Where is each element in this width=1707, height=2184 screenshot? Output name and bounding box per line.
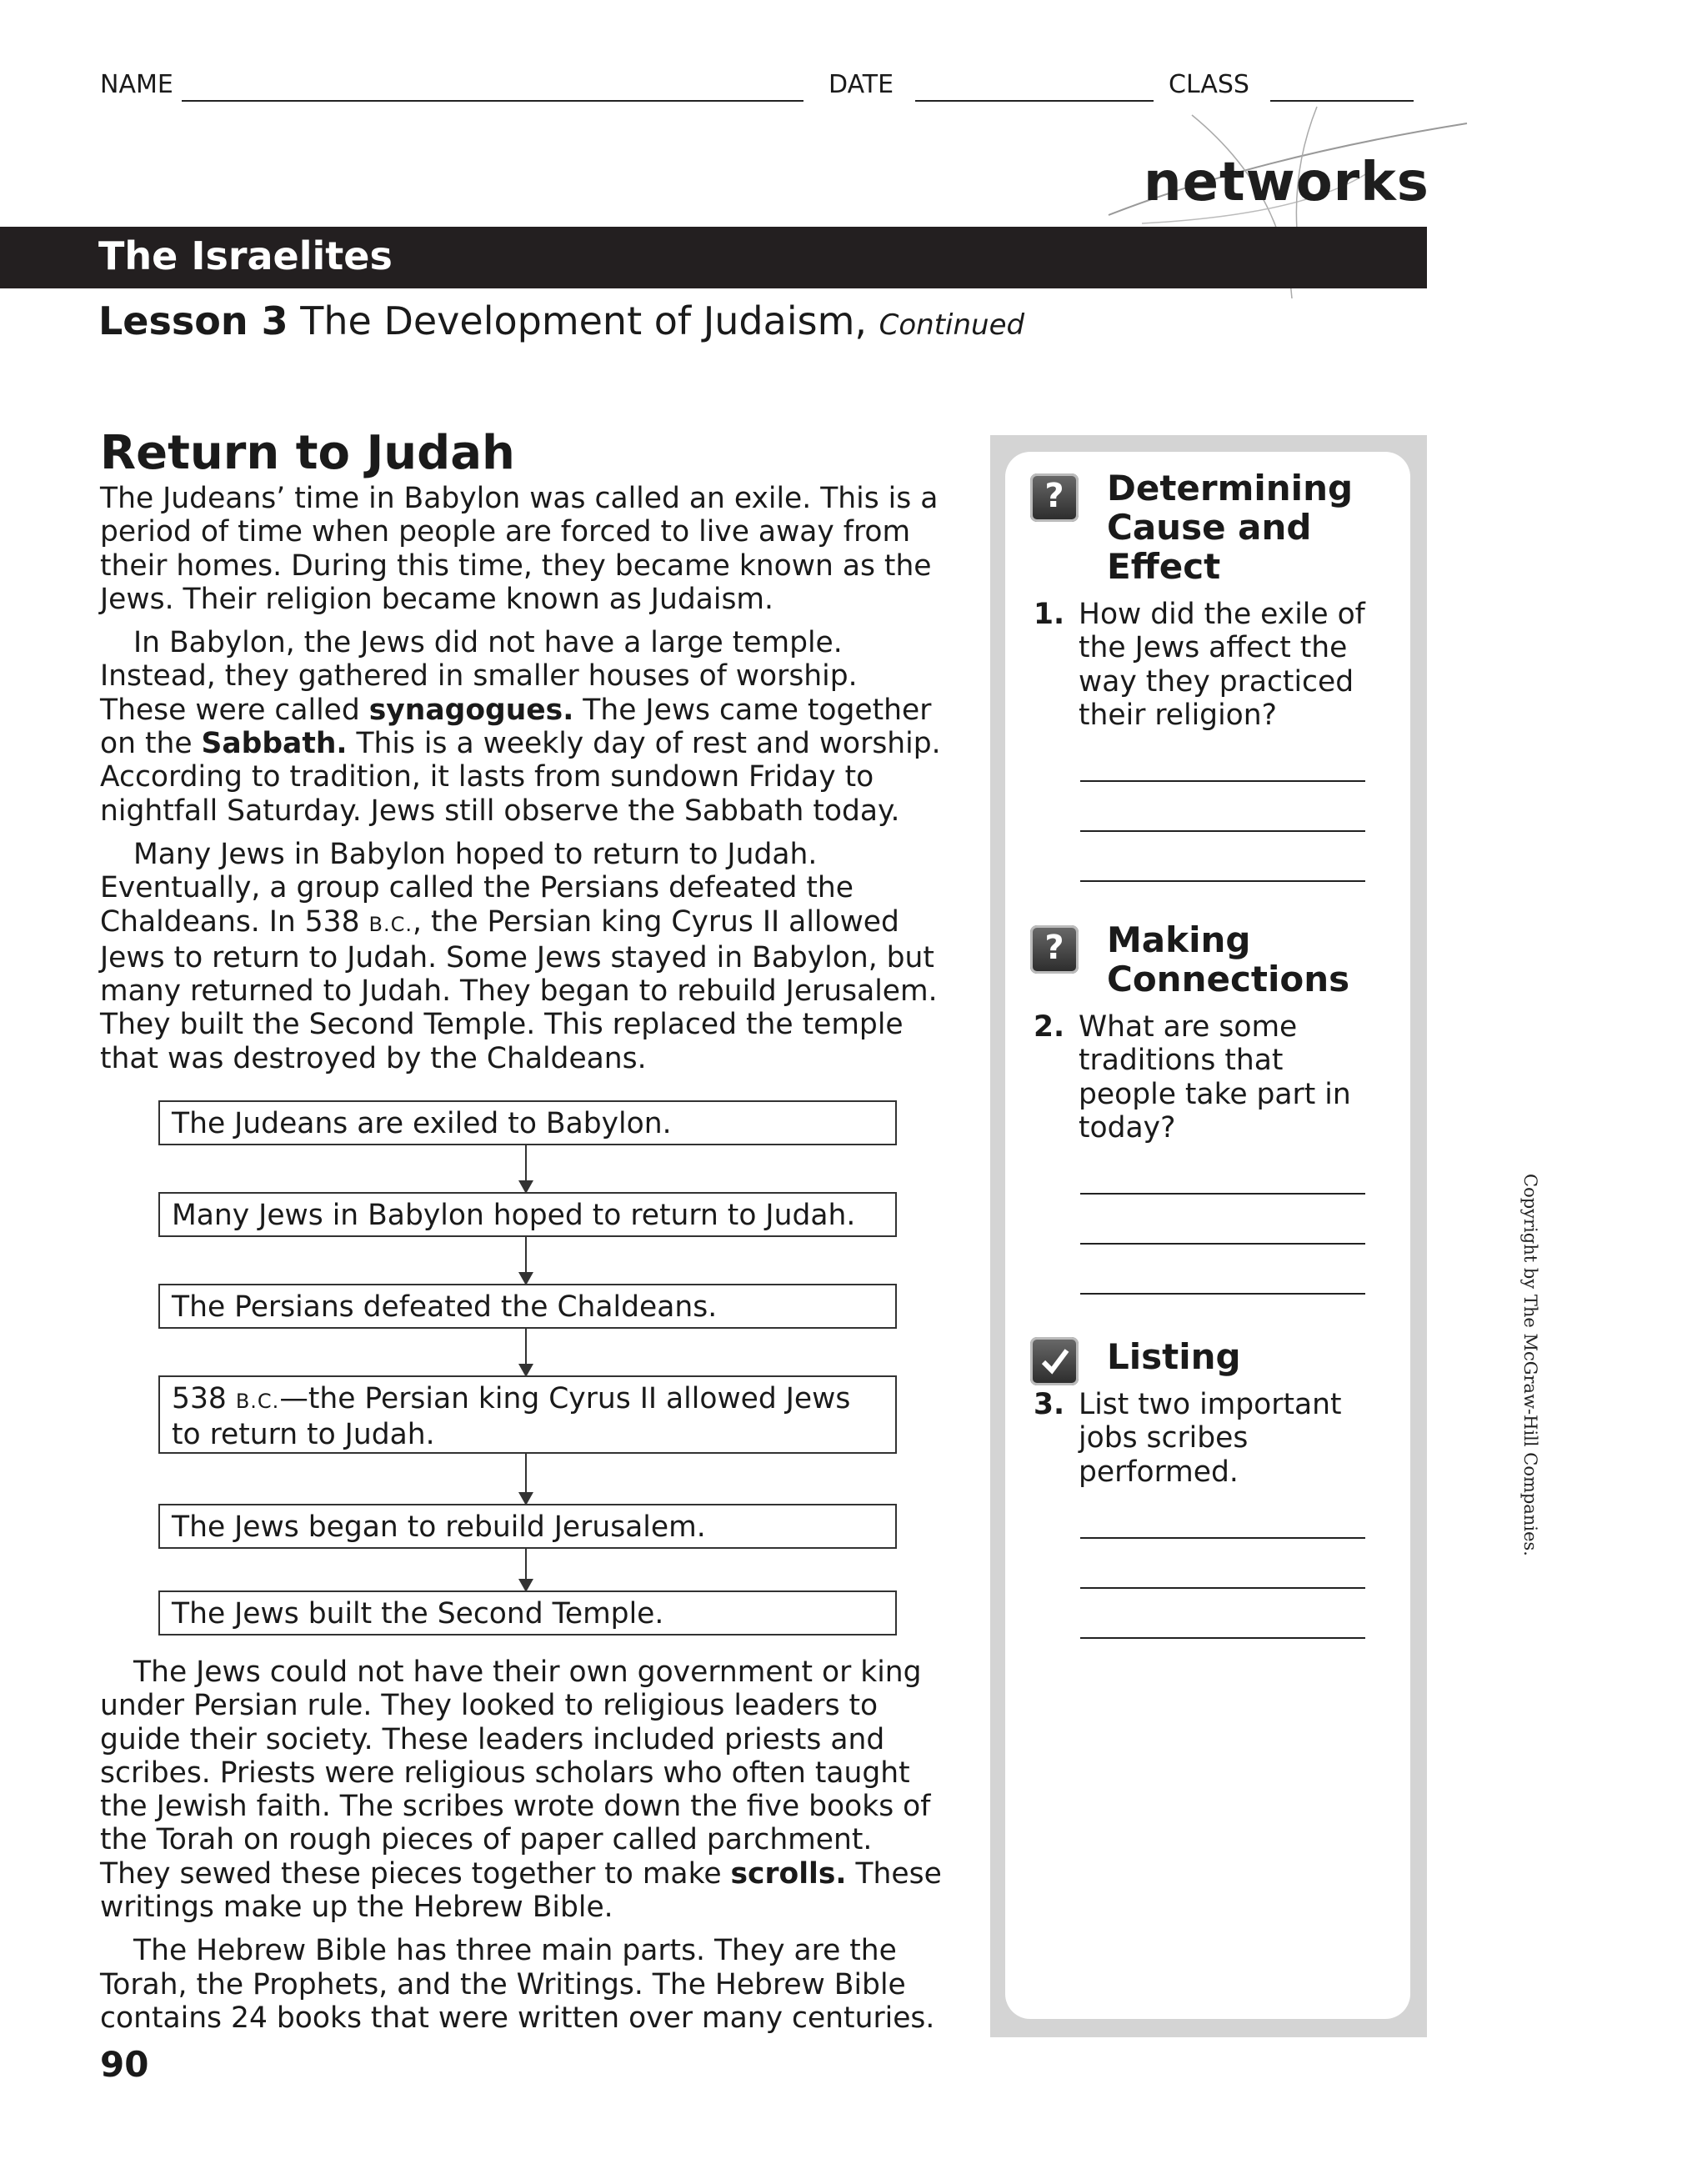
flow-step-3: The Persians defeated the Chaldeans.: [158, 1284, 897, 1329]
checklist-icon: [1030, 1337, 1079, 1385]
chapter-title-bar: [0, 227, 1427, 288]
name-line[interactable]: [182, 100, 803, 102]
class-label: CLASS: [1169, 70, 1249, 99]
flow-step-6: The Jews built the Second Temple.: [158, 1590, 897, 1635]
paragraph-1: The Judeans’ time in Babylon was called an exile. This is a period of time when people are forced to live away from their homes. During this time, they became known as the Jews. Their religion became known as Judaism.: [100, 482, 939, 616]
answer-lines-3[interactable]: [1080, 1537, 1397, 1639]
sidebar-heading-1: Determining Cause and Effect: [1107, 468, 1354, 587]
question-mark-icon: ?: [1030, 925, 1079, 974]
reading-column: [100, 425, 950, 1075]
flow-step-4: 538 B.C.—the Persian king Cyrus II allowed Jews to return to Judah.: [158, 1375, 897, 1454]
question-1: 1. How did the exile of the Jews affect the way they practiced their religion?: [1034, 598, 1365, 732]
flow-arrow-4: [525, 1454, 527, 1504]
date-label: DATE: [828, 70, 894, 99]
lesson-name: The Development of Judaism,: [300, 298, 867, 343]
networks-logo: networks: [1144, 152, 1429, 213]
chapter-title: The Israelites: [98, 233, 393, 278]
paragraph-3: Many Jews in Babylon hoped to return to Judah. Eventually, a group called the Persians defeated the Chaldeans. In 538 B.C., the Persian king Cyrus II allowed Jews to return to Judah. Some Jews stayed in Babylon, but many returned to Judah. They began to rebuild Jerusalem. They built the Second Temple. This replaced the temple that was destroyed by the Chaldeans.: [100, 837, 938, 1075]
page-number: 90: [100, 2044, 149, 2085]
term-synagogues: synagogues.: [368, 693, 574, 727]
paragraph-5: The Hebrew Bible has three main parts. They are the Torah, the Prophets, and the Writings. The Hebrew Bible contains 24 books that were written over many centuries.: [100, 1934, 935, 2035]
flow-step-5: The Jews began to rebuild Jerusalem.: [158, 1504, 897, 1549]
copyright-notice: Copyright by The McGraw-Hill Companies.: [1520, 1174, 1540, 1556]
answer-lines-2[interactable]: [1080, 1193, 1397, 1295]
question-mark-icon: ?: [1030, 473, 1079, 522]
flow-step-2: Many Jews in Babylon hoped to return to Judah.: [158, 1192, 897, 1237]
question-2: 2. What are some traditions that people take part in today?: [1034, 1010, 1351, 1145]
sidebar-section-listing: [1030, 1332, 1397, 1639]
question-3: 3. List two important jobs scribes performed.: [1034, 1388, 1342, 1489]
sidebar-section-cause-effect: [1030, 468, 1397, 882]
lesson-continued: Continued: [879, 308, 1025, 342]
name-label: NAME: [100, 70, 173, 99]
sidebar-heading-2: Making Connections: [1107, 919, 1350, 999]
paragraph-2: In Babylon, the Jews did not have a large temple. Instead, they gathered in smaller houses of worship. These were called synagogues. The Jews came together on the Sabbath. This is a weekly day of rest and worship. According to tradition, it lasts from sundown Friday to nightfall Saturday. Jews still observe the Sabbath today.: [100, 626, 941, 828]
sidebar-heading-3: Listing: [1107, 1336, 1241, 1377]
flow-arrow-3: [525, 1329, 527, 1375]
flow-arrow-5: [525, 1549, 527, 1590]
term-scrolls: scrolls.: [730, 1856, 847, 1891]
flow-arrow-2: [525, 1237, 527, 1284]
sidebar-section-connections: [1030, 920, 1397, 1295]
sequence-flowchart: [158, 1100, 897, 1634]
lesson-title: [98, 298, 1024, 343]
flow-step-1: The Judeans are exiled to Babylon.: [158, 1100, 897, 1145]
lesson-number: Lesson 3: [98, 298, 288, 343]
term-sabbath: Sabbath.: [201, 727, 348, 761]
flow-arrow-1: [525, 1145, 527, 1192]
section-heading: Return to Judah: [100, 426, 515, 480]
answer-lines-1[interactable]: [1080, 780, 1397, 882]
paragraph-4: The Jews could not have their own government or king under Persian rule. They looked to religious leaders to guide their society. These leaders included priests and scribes. Priests were religious scholars who often taught the Jewish faith. The scribes wrote down the five books of the Torah on rough pieces of paper called parchment. They sewed these pieces together to make scrolls. These writings make up the Hebrew Bible.: [100, 1656, 942, 1925]
reading-column-continued: [100, 1656, 950, 2035]
